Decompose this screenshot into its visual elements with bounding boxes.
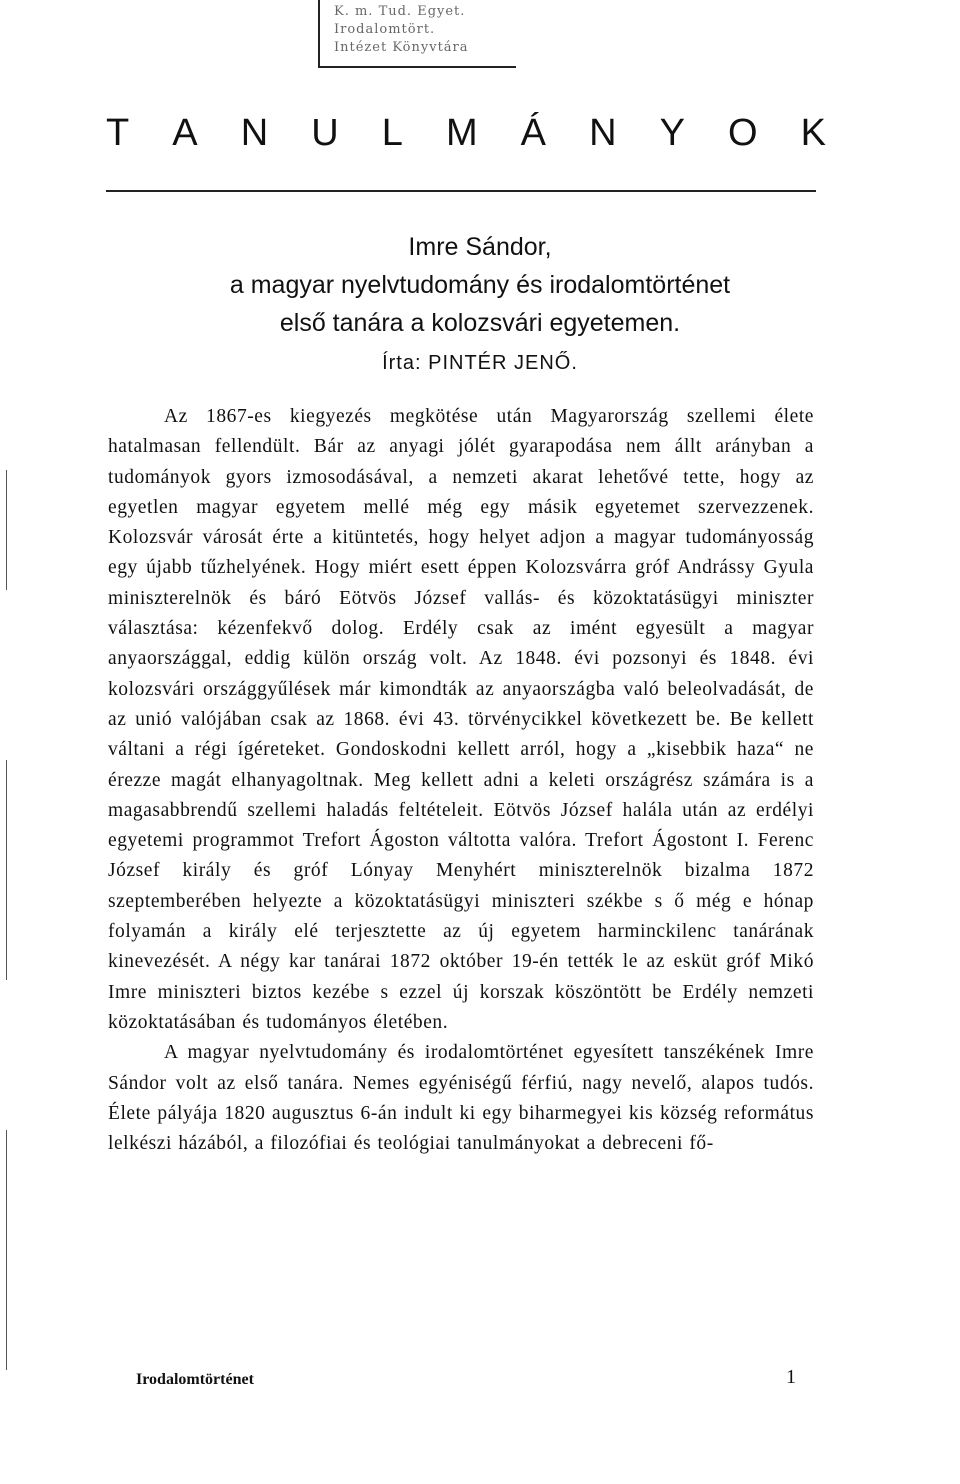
- article-title-line: a magyar nyelvtudomány és irodalomtörténet: [229, 271, 731, 299]
- margin-mark: [6, 470, 7, 590]
- section-title-letter: U: [311, 112, 339, 154]
- library-stamp: [318, 0, 516, 68]
- page-number: 1: [786, 1366, 796, 1388]
- page-footer: [136, 1366, 796, 1389]
- stamp-line: Intézet Könyvtára: [334, 40, 469, 55]
- running-title: Irodalomtörténet: [136, 1371, 254, 1388]
- section-title-letter: N: [589, 112, 617, 154]
- article-title: [100, 228, 860, 342]
- section-title-letter: T: [106, 112, 130, 154]
- section-title-letter: Y: [659, 112, 685, 154]
- section-title-letter: K: [800, 112, 826, 154]
- byline: Írta: PINTÉR JENŐ.: [382, 352, 578, 374]
- section-title-letter: M: [445, 112, 478, 154]
- paragraph: Az 1867-es kiegyezés megkötése után Magyarország szellemi élete hatalmasan fellendült. Bár az anyagi jólét gyarapodása nem állt arányban a tudományok gyors izmosodásával, a nemzeti akarat lehetővé tette, hogy az egyetlen magyar egyetem mellé még egy másik egyetemet szervezzenek. Kolozsvár városát érte a kitüntetés, hogy helyet adjon a magyar tudományosság egy újabb tűzhelyének. Hogy miért esett éppen Kolozsvárra gróf Andrássy Gyula miniszterelnök és báró Eötvös József vallás- és közoktatásügyi miniszter választása: kézenfekvő dolog. Erdély csak az imént egyesült a magyar anyaországgal, eddig külön ország volt. Az 1848. évi pozsonyi és 1848. évi kolozsvári országgyűlések már kimondták az anyaországba való beleolvadását, de az unió valójában csak az 1868. évi 43. törvénycikkel következett be. Be kellett váltani a régi ígéreteket. Gondoskodni kellett arról, hogy a „kisebbik haza“ ne érezze magát elhanyagoltnak. Meg kellett adni a keleti országrész számára is a magasabbrendű szellemi haladás feltételeit. Eötvös József halála után az erdélyi egyetemi programmot Trefort Ágoston váltotta valóra. Trefort Ágostont I. Ferenc József király és gróf Lónyay Menyhért miniszterelnök bizalma 1872 szeptemberében helyezte a közoktatásügyi miniszteri székbe s ő még e hónap folyamán a király elé terjesztette az új egyetem harminckilenc tanárának kinevezését. A négy kar tanárai 1872 október 19-én tették le az esküt gróf Mikó Imre miniszteri biztos kezébe s ezzel új korszak köszöntött be Erdély nemzeti közoktatásában és tudományos életében.: [108, 406, 814, 1033]
- stamp-line: Irodalomtört.: [334, 22, 436, 37]
- paragraph: A magyar nyelvtudomány és irodalomtörténet egyesített tanszékének Imre Sándor volt az első tanára. Nemes egyéniségű férfiú, nagy nevelő, alapos tudós. Élete pályája 1820 augusztus 6-án indult ki egy biharmegyei kis község református lelkészi házából, a filozófiai és teológiai tanulmányokat a debreceni fő-: [108, 1042, 814, 1155]
- section-title-letter: N: [240, 112, 269, 154]
- margin-mark: [6, 760, 7, 980]
- article-title-line: Imre Sándor,: [408, 233, 552, 261]
- article-body: [108, 402, 814, 1159]
- section-title-letter: Á: [520, 112, 547, 154]
- margin-mark: [6, 1130, 7, 1370]
- section-title-letter: A: [172, 112, 198, 154]
- section-title-letter: L: [381, 112, 403, 154]
- article-title-line: első tanára a kolozsvári egyetemen.: [279, 309, 681, 337]
- stamp-line: K. m. Tud. Egyet.: [334, 4, 466, 19]
- title-rule: [106, 190, 816, 192]
- section-title-letter: O: [728, 112, 758, 154]
- section-title: [106, 112, 826, 155]
